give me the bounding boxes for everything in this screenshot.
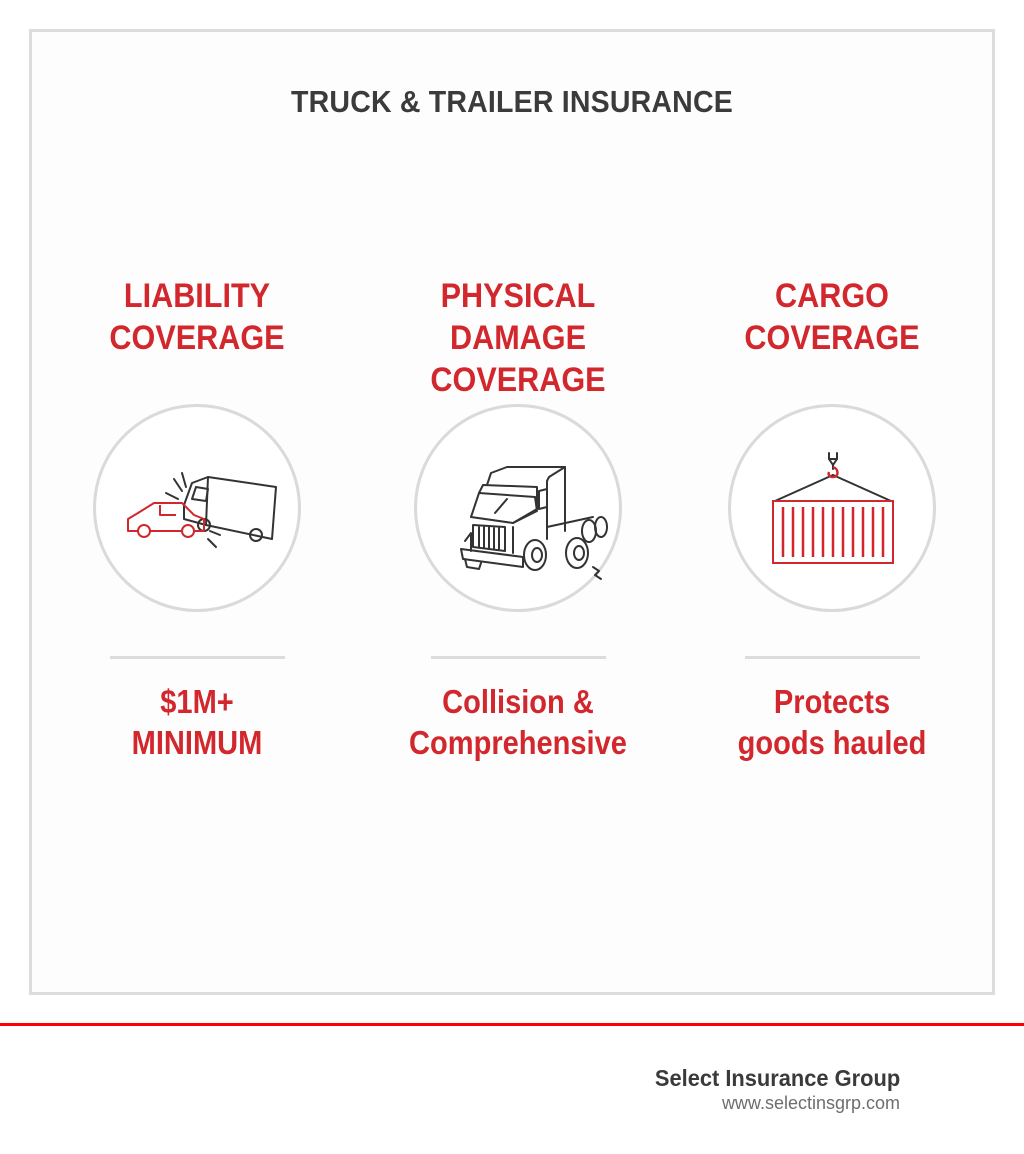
column-heading <box>53 275 341 359</box>
physical-damage-coverage-column <box>358 275 678 763</box>
icon-circle <box>728 404 936 612</box>
car-truck-collision-icon <box>96 407 298 609</box>
value-line: MINIMUM <box>131 724 263 761</box>
divider <box>431 656 606 659</box>
divider <box>745 656 920 659</box>
column-value <box>377 681 659 763</box>
liability-coverage-column <box>37 275 357 763</box>
footer-accent-line <box>0 1023 1024 1026</box>
brand-block <box>642 1064 900 1114</box>
icon-circle <box>414 404 622 612</box>
value-line: Comprehensive <box>409 724 627 761</box>
heading-line: COVERAGE <box>430 361 606 399</box>
icon-circle <box>93 404 301 612</box>
company-url: www.selectinsgrp.com <box>721 1093 900 1113</box>
hanging-container-icon <box>731 407 933 609</box>
heading-line: COVERAGE <box>744 319 920 357</box>
heading-line: PHYSICAL DAMAGE <box>440 277 596 357</box>
value-line: $1M+ <box>160 683 234 720</box>
column-value <box>56 681 338 763</box>
page-title: TRUCK & TRAILER INSURANCE <box>291 84 733 119</box>
column-value <box>691 681 973 763</box>
cargo-coverage-column <box>672 275 992 763</box>
column-heading <box>688 275 976 359</box>
semi-truck-icon <box>417 407 619 609</box>
heading-line: COVERAGE <box>109 319 285 357</box>
value-line: Protects <box>773 683 891 720</box>
heading-line: LIABILITY <box>123 277 271 315</box>
heading-line: CARGO <box>775 277 889 315</box>
divider <box>110 656 285 659</box>
column-heading <box>374 275 662 399</box>
value-line: goods hauled <box>737 724 927 761</box>
value-line: Collision & <box>442 683 594 720</box>
company-name: Select Insurance Group <box>654 1065 900 1091</box>
